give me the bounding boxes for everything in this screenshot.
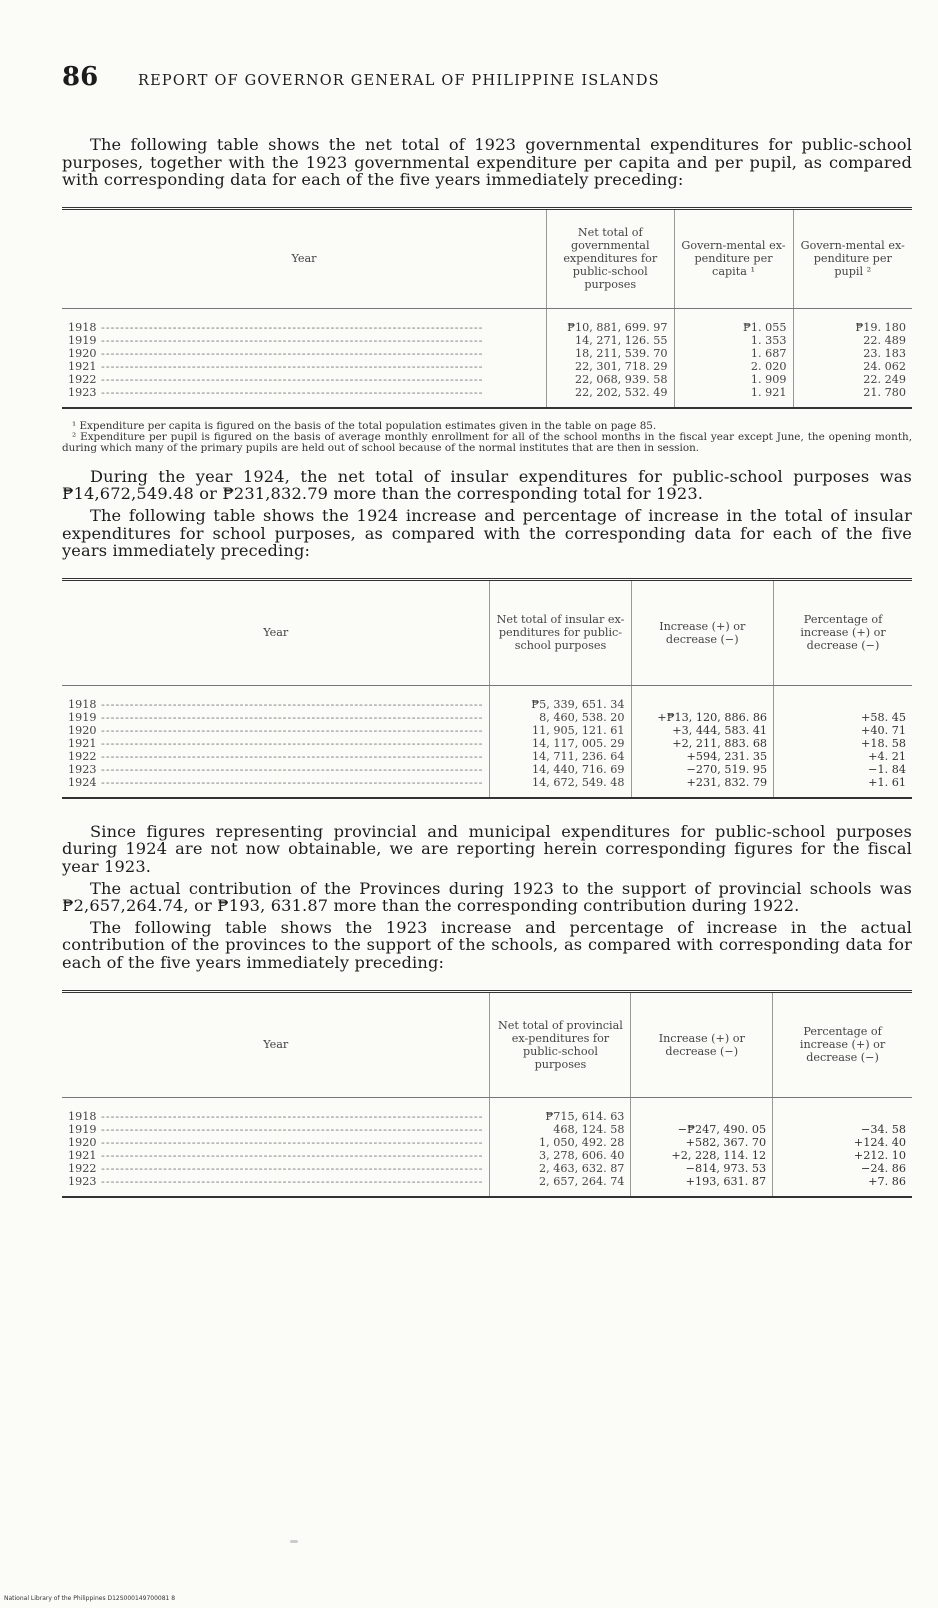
cell-year: [62, 763, 490, 776]
cell-per-capita: 2. 020: [674, 360, 793, 373]
year-label: 1922: [68, 749, 97, 763]
dot-leader: --------------------------------------------------------------------------------: [96, 385, 484, 399]
cell-net-total: 14, 711, 236. 64: [490, 750, 631, 763]
dot-leader: --------------------------------------------------------------------------------: [96, 697, 484, 711]
table-row: [62, 776, 912, 798]
cell-per-pupil: 22. 489: [793, 334, 912, 347]
cell-change: [631, 1097, 773, 1123]
cell-year: [62, 724, 490, 737]
cell-change: [631, 685, 774, 711]
cell-net-total: 2, 463, 632. 87: [490, 1162, 631, 1175]
table-row: [62, 1136, 912, 1149]
year-label: 1923: [68, 1174, 97, 1188]
paragraph-provincial-note: Since figures representing provincial and municipal expenditures for public-school purposes during 1924 are not now obtainable, we are reporting herein corresponding figures for the fiscal year 1923.: [62, 821, 912, 876]
dot-leader: --------------------------------------------------------------------------------: [96, 346, 484, 360]
column-header-per-capita: Govern-mental ex-penditure per capita ¹: [674, 208, 793, 308]
cell-net-total: ₱10, 881, 699. 97: [547, 308, 675, 334]
footnote-1: ¹ Expenditure per capita is figured on the basis of the total population estimates given in the table on page 85.: [72, 419, 657, 432]
cell-change: +3, 444, 583. 41: [631, 724, 774, 737]
table-row: [62, 763, 912, 776]
paragraph-1924-total: During the year 1924, the net total of insular expenditures for public-school purposes was ₱14,672,549.48 or ₱231,832.79 more than the corresponding total for 1923.: [62, 466, 912, 504]
cell-year: [62, 711, 490, 724]
cell-percentage: +1. 61: [774, 776, 912, 798]
dot-leader: --------------------------------------------------------------------------------: [96, 775, 484, 789]
column-header-percentage: Percentage of increase (+) or decrease (−): [774, 579, 912, 685]
dot-leader: --------------------------------------------------------------------------------: [96, 710, 484, 724]
dot-leader: --------------------------------------------------------------------------------: [96, 1135, 484, 1149]
cell-per-capita: 1. 687: [674, 347, 793, 360]
cell-change: −814, 973. 53: [631, 1162, 773, 1175]
cell-year: [62, 308, 547, 334]
year-label: 1919: [68, 710, 97, 724]
cell-net-total: 18, 211, 539. 70: [547, 347, 675, 360]
cell-percentage: +40. 71: [774, 724, 912, 737]
table-row: [62, 737, 912, 750]
cell-net-total: 1, 050, 492. 28: [490, 1136, 631, 1149]
cell-net-total: 3, 278, 606. 40: [490, 1149, 631, 1162]
table-row: [62, 334, 912, 347]
year-label: 1922: [68, 372, 97, 386]
dot-leader: --------------------------------------------------------------------------------: [96, 1109, 484, 1123]
cell-change: −270, 519. 95: [631, 763, 774, 776]
cell-change: +2, 211, 883. 68: [631, 737, 774, 750]
cell-net-total: 14, 440, 716. 69: [490, 763, 631, 776]
cell-change: +594, 231. 35: [631, 750, 774, 763]
cell-net-total: 8, 460, 538. 20: [490, 711, 631, 724]
year-label: 1920: [68, 1135, 97, 1149]
cell-year: [62, 1136, 490, 1149]
dot-leader: --------------------------------------------------------------------------------: [96, 762, 484, 776]
cell-per-pupil: 24. 062: [793, 360, 912, 373]
table-row: [62, 373, 912, 386]
cell-net-total: 22, 068, 939. 58: [547, 373, 675, 386]
column-header-percentage: Percentage of increase (+) or decrease (−): [773, 991, 912, 1097]
cell-net-total: 14, 271, 126. 55: [547, 334, 675, 347]
table-row: [62, 1097, 912, 1123]
scan-source-footer: National Library of the Philippines D12S000149700081 8: [4, 1595, 176, 1602]
dot-leader: --------------------------------------------------------------------------------: [96, 359, 484, 373]
cell-year: [62, 1175, 490, 1197]
cell-net-total: 468, 124. 58: [490, 1123, 631, 1136]
cell-per-pupil: 22. 249: [793, 373, 912, 386]
cell-year: [62, 1123, 490, 1136]
scan-smudge: [290, 1540, 298, 1543]
cell-net-total: 14, 672, 549. 48: [490, 776, 631, 798]
cell-net-total: 11, 905, 121. 61: [490, 724, 631, 737]
table-row: [62, 347, 912, 360]
cell-percentage: −34. 58: [773, 1123, 912, 1136]
paragraph-provincial-contribution: The actual contribution of the Provinces during 1923 to the support of provincial schools was ₱2,657,264.74, or ₱193, 631.87 more than the corresponding contribution during 1922.: [62, 878, 912, 916]
running-title: REPORT OF GOVERNOR GENERAL OF PHILIPPINE ISLANDS: [138, 73, 660, 89]
table-row: [62, 1175, 912, 1197]
column-header-net-total: Net total of governmental expenditures for public-school purposes: [547, 208, 675, 308]
cell-percentage: [774, 685, 912, 711]
table-row: [62, 685, 912, 711]
cell-percentage: +18. 58: [774, 737, 912, 750]
dot-leader: --------------------------------------------------------------------------------: [96, 723, 484, 737]
page-number: 86: [62, 62, 99, 92]
dot-leader: --------------------------------------------------------------------------------: [96, 1174, 484, 1188]
dot-leader: --------------------------------------------------------------------------------: [96, 1122, 484, 1136]
cell-change: +2, 228, 114. 12: [631, 1149, 773, 1162]
dot-leader: --------------------------------------------------------------------------------: [96, 320, 484, 334]
cell-per-capita: 1. 353: [674, 334, 793, 347]
column-header-year: Year: [62, 208, 547, 308]
table-row: [62, 360, 912, 373]
cell-net-total: 22, 202, 532. 49: [547, 386, 675, 408]
paragraph-insular-intro: The following table shows the 1924 increase and percentage of increase in the total of insular expenditures for school purposes, as compared with the corresponding data for each of the five years immediately preceding:: [62, 505, 912, 561]
cell-change: +582, 367. 70: [631, 1136, 773, 1149]
cell-year: [62, 347, 547, 360]
cell-year: [62, 685, 490, 711]
table-row: [62, 1149, 912, 1162]
cell-percentage: −24. 86: [773, 1162, 912, 1175]
footnote-2: ² Expenditure per pupil is figured on the basis of average monthly enrollment for all of the school months in the fiscal year except June, the opening month, during which many of the primary pupils are held out of school because of the normal institutes that are then in session.: [62, 430, 912, 454]
cell-percentage: +58. 45: [774, 711, 912, 724]
table-insular-expenditures: [62, 578, 912, 799]
column-header-change: Increase (+) or decrease (−): [631, 579, 774, 685]
cell-year: [62, 776, 490, 798]
cell-year: [62, 1097, 490, 1123]
cell-per-pupil: 21. 780: [793, 386, 912, 408]
cell-net-total: 22, 301, 718. 29: [547, 360, 675, 373]
year-label: 1919: [68, 1122, 97, 1136]
table-row: [62, 750, 912, 763]
cell-change: +231, 832. 79: [631, 776, 774, 798]
cell-change: +₱13, 120, 886. 86: [631, 711, 774, 724]
cell-year: [62, 373, 547, 386]
cell-per-capita: 1. 909: [674, 373, 793, 386]
table-row: [62, 308, 912, 334]
dot-leader: --------------------------------------------------------------------------------: [96, 372, 484, 386]
table-row: [62, 386, 912, 408]
cell-change: −₱247, 490. 05: [631, 1123, 773, 1136]
dot-leader: --------------------------------------------------------------------------------: [96, 736, 484, 750]
cell-percentage: +4. 21: [774, 750, 912, 763]
year-label: 1921: [68, 1148, 97, 1162]
cell-per-capita: ₱1. 055: [674, 308, 793, 334]
table-governmental-expenditures: [62, 207, 912, 409]
cell-percentage: +124. 40: [773, 1136, 912, 1149]
cell-year: [62, 1162, 490, 1175]
table-row: [62, 1162, 912, 1175]
year-label: 1919: [68, 333, 97, 347]
cell-percentage: +7. 86: [773, 1175, 912, 1197]
cell-change: +193, 631. 87: [631, 1175, 773, 1197]
paragraph-intro: The following table shows the net total of 1923 governmental expenditures for public-school purposes, together with the 1923 governmental expenditure per capita and per pupil, as compared with corresponding data for each of the five years immediately preceding:: [62, 135, 912, 190]
year-label: 1921: [68, 359, 97, 373]
cell-percentage: −1. 84: [774, 763, 912, 776]
table-row: [62, 711, 912, 724]
year-label: 1921: [68, 736, 97, 750]
document-page: [62, 62, 912, 1198]
column-header-per-pupil: Govern-mental ex-penditure per pupil ²: [793, 208, 912, 308]
cell-per-capita: 1. 921: [674, 386, 793, 408]
year-label: 1918: [68, 697, 97, 711]
column-header-year: Year: [62, 991, 490, 1097]
cell-per-pupil: ₱19. 180: [793, 308, 912, 334]
column-header-net-total: Net total of provincial ex-penditures for public-school purposes: [490, 991, 631, 1097]
cell-year: [62, 334, 547, 347]
table-provincial-expenditures: [62, 990, 912, 1198]
cell-year: [62, 737, 490, 750]
dot-leader: --------------------------------------------------------------------------------: [96, 1148, 484, 1162]
cell-year: [62, 1149, 490, 1162]
year-label: 1920: [68, 723, 97, 737]
dot-leader: --------------------------------------------------------------------------------: [96, 749, 484, 763]
cell-net-total: ₱715, 614. 63: [490, 1097, 631, 1123]
column-header-year: Year: [62, 579, 490, 685]
year-label: 1922: [68, 1161, 97, 1175]
year-label: 1923: [68, 762, 97, 776]
table-row: [62, 1123, 912, 1136]
column-header-net-total: Net total of insular ex-penditures for public-school purposes: [490, 579, 631, 685]
dot-leader: --------------------------------------------------------------------------------: [96, 333, 484, 347]
page-header: [62, 62, 912, 92]
cell-per-pupil: 23. 183: [793, 347, 912, 360]
year-label: 1924: [68, 775, 97, 789]
cell-net-total: ₱5, 339, 651. 34: [490, 685, 631, 711]
cell-percentage: [773, 1097, 912, 1123]
footnotes: [62, 421, 912, 454]
paragraph-provincial-intro: The following table shows the 1923 increase and percentage of increase in the actual contribution of the provinces to the support of the schools, as compared with corresponding data for each of the five years immediately preceding:: [62, 917, 912, 972]
year-label: 1918: [68, 320, 97, 334]
year-label: 1923: [68, 385, 97, 399]
cell-percentage: +212. 10: [773, 1149, 912, 1162]
year-label: 1918: [68, 1109, 97, 1123]
year-label: 1920: [68, 346, 97, 360]
table-row: [62, 724, 912, 737]
column-header-change: Increase (+) or decrease (−): [631, 991, 773, 1097]
dot-leader: --------------------------------------------------------------------------------: [96, 1161, 484, 1175]
cell-year: [62, 360, 547, 373]
cell-net-total: 14, 117, 005. 29: [490, 737, 631, 750]
cell-year: [62, 750, 490, 763]
cell-net-total: 2, 657, 264. 74: [490, 1175, 631, 1197]
cell-year: [62, 386, 547, 408]
